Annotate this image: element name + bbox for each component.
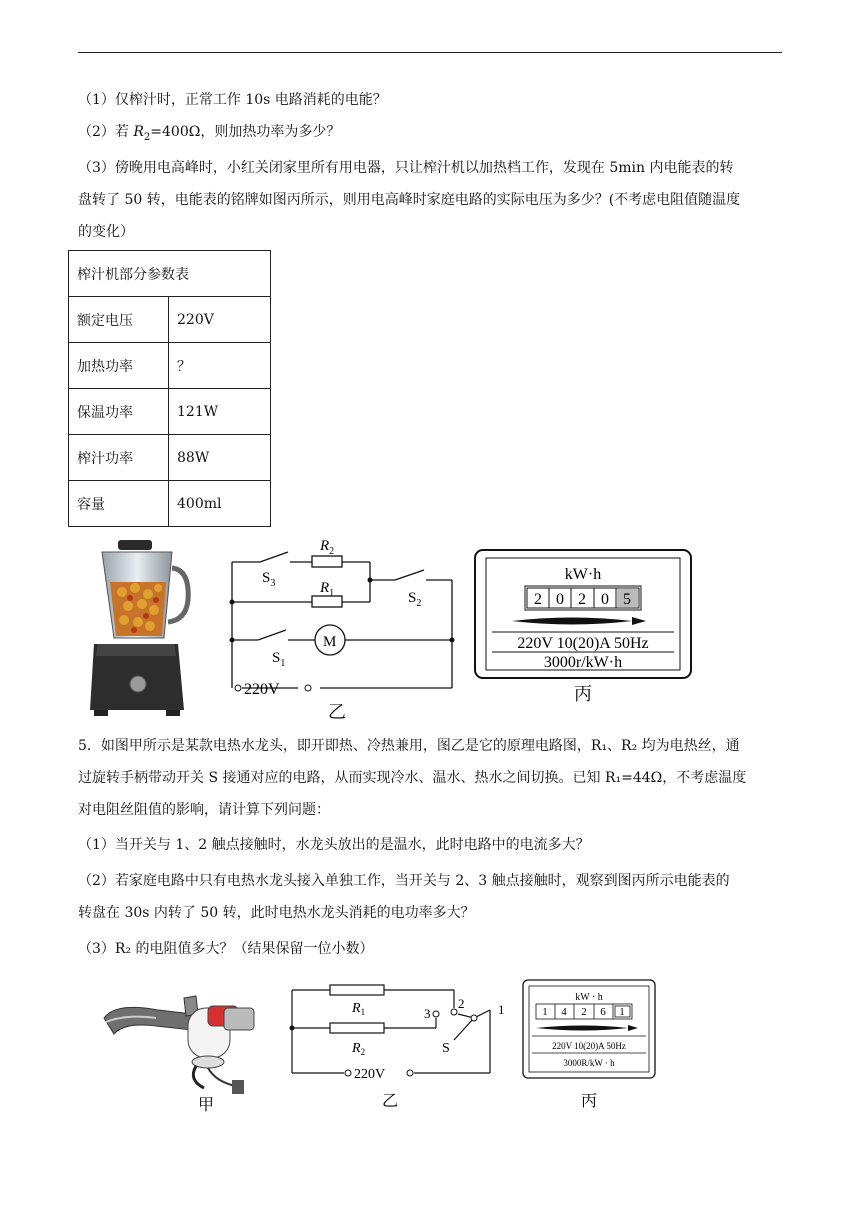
q5-stem-line1: 5．如图甲所示是某款电热水龙头，即开即热、冷热兼用，图乙是它的原理电路图，R₁、R₂ 均为电热丝，通 (78, 738, 740, 754)
table-cell-label: 额定电压 (69, 297, 169, 343)
s3-label: $S_3$ (262, 570, 276, 589)
table-cell-value: 400ml (169, 481, 271, 527)
q4-sub3-line2: 盘转了 50 转，电能表的铭牌如图丙所示，则用电高峰时家庭电路的实际电压为多少？(不考虑电阻值随温度 (78, 192, 741, 208)
voltage-label: 220V (354, 1067, 386, 1082)
juicer-image (80, 540, 200, 718)
motor-label: M (323, 634, 337, 650)
table-cell-value: 220V (169, 297, 271, 343)
s1-label: $S_1$ (272, 650, 286, 669)
juicer-circuit-diagram (220, 530, 470, 720)
parameter-table (68, 250, 271, 527)
energy-meter-1 (472, 548, 696, 708)
table-row (69, 481, 271, 527)
meter-spec: 220V 10(20)A 50Hz (517, 635, 649, 652)
table-cell-value: 121W (169, 389, 271, 435)
meter-digit: 0 (601, 591, 609, 608)
q4-sub2: （2）若 $R_2=400\Omega$，则加热功率为多少？ (78, 124, 341, 143)
q4-sub3-line1: （3）傍晚用电高峰时，小红关闭家里所有用电器，只让榨汁机以加热档工作，发现在 5min 内电能表的转 (78, 160, 734, 176)
table-row (69, 435, 271, 481)
table-cell-value: ？ (169, 343, 271, 389)
voltage-label: 220V (244, 681, 280, 698)
table-row (69, 343, 271, 389)
meter-caption: 丙 (580, 1093, 598, 1110)
table-cell-label: 保温功率 (69, 389, 169, 435)
r2-label: $R_2$ (352, 1041, 366, 1057)
table-cell-label: 加热功率 (69, 343, 169, 389)
q5-sub2-line2: 转盘在 30s 内转了 50 转，此时电热水龙头消耗的电功率多大？ (78, 905, 475, 921)
contact-3-label: 3 (424, 1006, 431, 1021)
energy-meter-2 (522, 978, 658, 1114)
r2-label: $R_2$ (320, 538, 335, 557)
faucet-circuit-diagram (286, 978, 516, 1108)
table-row (69, 297, 271, 343)
faucet-caption: 甲 (198, 1097, 215, 1112)
table-cell-value: 88W (169, 435, 271, 481)
q4-sub3-line3: 的变化） (78, 224, 134, 240)
table-row (69, 389, 271, 435)
circuit-caption: 乙 (382, 1093, 399, 1108)
meter-caption: 丙 (574, 684, 592, 704)
q5-sub1: （1）当开关与 1、2 触点接触时，水龙头放出的是温水，此时电路中的电流多大？ (78, 837, 590, 853)
contact-1-label: 1 (498, 1002, 505, 1017)
meter-digit: 1 (542, 1006, 548, 1018)
contact-2-label: 2 (458, 996, 465, 1011)
meter-digit: 4 (561, 1006, 567, 1018)
meter-spec: 220V 10(20)A 50Hz (552, 1041, 626, 1051)
faucet-image (96, 992, 266, 1112)
meter-digit: 5 (623, 591, 631, 608)
meter-rate: 3000R/kW · h (563, 1058, 615, 1068)
q5-sub3: （3）R₂ 的电阻值多大？（结果保留一位小数） (78, 941, 374, 957)
header-rule (78, 52, 782, 53)
meter-digit: 0 (556, 591, 564, 608)
q4-sub1: （1）仅榨汁时，正常工作 10s 电路消耗的电能？ (78, 92, 387, 108)
meter-digit: 2 (578, 591, 586, 608)
meter-digit: 1 (619, 1006, 625, 1018)
table-title-row (69, 251, 271, 297)
meter-unit: kW·h (564, 566, 602, 583)
meter-digit: 6 (600, 1006, 606, 1018)
table-cell-label: 榨汁功率 (69, 435, 169, 481)
table-title: 榨汁机部分参数表 (69, 251, 271, 297)
meter-digit: 2 (534, 591, 542, 608)
q5-sub2-line1: （2）若家庭电路中只有电热水龙头接入单独工作，当开关与 2、3 触点接触时，观察到图丙所示电能表的 (78, 873, 730, 889)
meter-unit: kW · h (575, 992, 603, 1003)
q5-stem-line3: 对电阻丝阻值的影响，请计算下列问题： (78, 802, 330, 818)
meter-digit: 2 (581, 1006, 587, 1018)
table-cell-label: 容量 (69, 481, 169, 527)
s2-label: $S_2$ (408, 590, 422, 609)
r1-label: $R_1$ (320, 580, 335, 599)
circuit-caption: 乙 (328, 702, 346, 720)
meter-rate: 3000r/kW·h (543, 654, 623, 671)
q5-stem-line2: 过旋转手柄带动开关 S 接通对应的电路，从而实现冷水、温水、热水之间切换。已知 R₁=44Ω，不考虑温度 (78, 770, 747, 786)
switch-label: S (442, 1041, 450, 1056)
r1-label: $R_1$ (352, 1001, 366, 1017)
